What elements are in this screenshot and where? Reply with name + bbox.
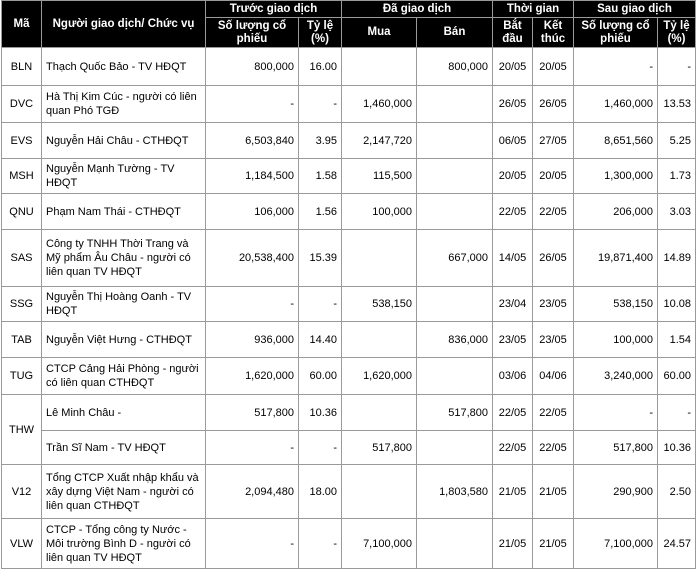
cell-ket-thuc: 21/05 (533, 519, 574, 569)
insider-trading-table (1, 0, 696, 569)
cell-ma: TUG (2, 358, 42, 395)
cell-truoc-tl: - (299, 287, 342, 322)
cell-ket-thuc: 26/05 (533, 230, 574, 287)
cell-truoc-tl: - (299, 519, 342, 569)
cell-sau-sl: 1,300,000 (574, 159, 658, 194)
cell-bat-dau: 03/06 (493, 358, 533, 395)
cell-mua (342, 48, 417, 86)
cell-truoc-sl: 20,538,400 (206, 230, 299, 287)
cell-bat-dau: 26/05 (493, 86, 533, 123)
table-row (2, 395, 696, 431)
cell-nguoi: Nguyễn Việt Hưng - CTHĐQT (42, 322, 206, 358)
cell-nguoi: CTCP Cảng Hải Phòng - người có liên quan CTHĐQT (42, 358, 206, 395)
cell-mua (342, 465, 417, 519)
cell-truoc-tl: - (299, 431, 342, 465)
cell-ket-thuc: 21/05 (533, 465, 574, 519)
cell-truoc-sl: - (206, 431, 299, 465)
cell-sau-sl: 290,900 (574, 465, 658, 519)
cell-ma: QNU (2, 194, 42, 230)
cell-ket-thuc: 04/06 (533, 358, 574, 395)
cell-sau-tl: 3.03 (658, 194, 696, 230)
header-ban: Bán (417, 18, 493, 48)
header-truoc-tyle: Tỷ lệ (%) (299, 18, 342, 48)
header-da: Đã giao dịch (342, 1, 493, 18)
table-row (2, 465, 696, 519)
cell-bat-dau: 22/05 (493, 395, 533, 431)
cell-truoc-sl: - (206, 287, 299, 322)
cell-bat-dau: 22/05 (493, 194, 533, 230)
cell-ban: 836,000 (417, 322, 493, 358)
table-row (2, 322, 696, 358)
cell-sau-sl: 1,460,000 (574, 86, 658, 123)
cell-nguoi: Nguyễn Mạnh Tường - TV HĐQT (42, 159, 206, 194)
cell-truoc-sl: 800,000 (206, 48, 299, 86)
header-mua: Mua (342, 18, 417, 48)
table-row (2, 230, 696, 287)
cell-mua: 1,460,000 (342, 86, 417, 123)
cell-mua: 7,100,000 (342, 519, 417, 569)
table-row (2, 358, 696, 395)
cell-ket-thuc: 20/05 (533, 159, 574, 194)
cell-truoc-tl: 1.56 (299, 194, 342, 230)
cell-truoc-tl: 60.00 (299, 358, 342, 395)
cell-nguoi: Công ty TNHH Thời Trang và Mỹ phẩm Âu Châu - người có liên quan TV HĐQT (42, 230, 206, 287)
table-row (2, 431, 696, 465)
cell-ma: EVS (2, 123, 42, 159)
cell-truoc-sl: 1,184,500 (206, 159, 299, 194)
cell-bat-dau: 22/05 (493, 431, 533, 465)
cell-bat-dau: 21/05 (493, 465, 533, 519)
cell-sau-tl: 10.08 (658, 287, 696, 322)
header-batdau: Bắt đầu (493, 18, 533, 48)
cell-mua: 100,000 (342, 194, 417, 230)
cell-ban (417, 123, 493, 159)
cell-sau-sl: 517,800 (574, 431, 658, 465)
cell-nguoi: Trần Sĩ Nam - TV HĐQT (42, 431, 206, 465)
cell-sau-sl: 3,240,000 (574, 358, 658, 395)
cell-truoc-tl: 15.39 (299, 230, 342, 287)
cell-sau-sl: 538,150 (574, 287, 658, 322)
cell-ban: 667,000 (417, 230, 493, 287)
cell-sau-sl: - (574, 395, 658, 431)
cell-truoc-sl: 1,620,000 (206, 358, 299, 395)
cell-ma: V12 (2, 465, 42, 519)
table-row (2, 194, 696, 230)
cell-ket-thuc: 26/05 (533, 86, 574, 123)
cell-ban: 800,000 (417, 48, 493, 86)
cell-ban (417, 358, 493, 395)
cell-ket-thuc: 22/05 (533, 395, 574, 431)
cell-bat-dau: 21/05 (493, 519, 533, 569)
header-ketthuc: Kết thúc (533, 18, 574, 48)
cell-sau-sl: 19,871,400 (574, 230, 658, 287)
table-body (2, 48, 696, 569)
cell-mua: 2,147,720 (342, 123, 417, 159)
cell-truoc-sl: 2,094,480 (206, 465, 299, 519)
cell-mua: 1,620,000 (342, 358, 417, 395)
cell-bat-dau: 20/05 (493, 159, 533, 194)
cell-ban (417, 86, 493, 123)
cell-truoc-sl: - (206, 519, 299, 569)
cell-truoc-sl: 6,503,840 (206, 123, 299, 159)
cell-truoc-tl: 1.58 (299, 159, 342, 194)
cell-ket-thuc: 23/05 (533, 287, 574, 322)
cell-sau-sl: - (574, 48, 658, 86)
cell-ma: THW (2, 395, 42, 465)
header-nguoi: Người giao dịch/ Chức vụ (42, 1, 206, 48)
cell-sau-tl: 10.36 (658, 431, 696, 465)
table-row (2, 123, 696, 159)
cell-truoc-sl: - (206, 86, 299, 123)
cell-mua (342, 395, 417, 431)
cell-sau-tl: 60.00 (658, 358, 696, 395)
cell-sau-tl: - (658, 395, 696, 431)
header-truoc-soluong: Số lượng cổ phiếu (206, 18, 299, 48)
cell-ban: 517,800 (417, 395, 493, 431)
cell-sau-tl: - (658, 48, 696, 86)
cell-ma: BLN (2, 48, 42, 86)
cell-bat-dau: 20/05 (493, 48, 533, 86)
header-ma: Mã (2, 1, 42, 48)
cell-ban (417, 287, 493, 322)
cell-truoc-sl: 936,000 (206, 322, 299, 358)
header-thoigian: Thời gian (493, 1, 574, 18)
table-row (2, 48, 696, 86)
cell-mua (342, 230, 417, 287)
cell-ban (417, 194, 493, 230)
cell-bat-dau: 23/05 (493, 322, 533, 358)
cell-mua (342, 322, 417, 358)
header-sau: Sau giao dịch (574, 1, 696, 18)
cell-truoc-tl: 16.00 (299, 48, 342, 86)
cell-nguoi: Phạm Nam Thái - CTHĐQT (42, 194, 206, 230)
table-row (2, 159, 696, 194)
cell-sau-tl: 14.89 (658, 230, 696, 287)
cell-nguoi: Hà Thị Kim Cúc - người có liên quan Phó TGĐ (42, 86, 206, 123)
cell-ket-thuc: 22/05 (533, 431, 574, 465)
cell-truoc-tl: - (299, 86, 342, 123)
cell-bat-dau: 14/05 (493, 230, 533, 287)
cell-truoc-tl: 14.40 (299, 322, 342, 358)
cell-ket-thuc: 20/05 (533, 48, 574, 86)
table-header (2, 1, 696, 48)
cell-sau-tl: 13.53 (658, 86, 696, 123)
cell-ma: SAS (2, 230, 42, 287)
cell-nguoi: Nguyễn Hải Châu - CTHĐQT (42, 123, 206, 159)
cell-mua: 538,150 (342, 287, 417, 322)
cell-nguoi: Thạch Quốc Bảo - TV HĐQT (42, 48, 206, 86)
cell-ket-thuc: 22/05 (533, 194, 574, 230)
cell-ban (417, 159, 493, 194)
cell-sau-tl: 1.54 (658, 322, 696, 358)
header-sau-tyle: Tỷ lệ (%) (658, 18, 696, 48)
cell-sau-tl: 2.50 (658, 465, 696, 519)
cell-ban (417, 431, 493, 465)
cell-nguoi: CTCP - Tổng công ty Nước - Môi trường Bình D - người có liên quan TV HĐQT (42, 519, 206, 569)
cell-sau-tl: 24.57 (658, 519, 696, 569)
cell-mua: 517,800 (342, 431, 417, 465)
cell-nguoi: Tổng CTCP Xuất nhập khẩu và xây dựng Việt Nam - người có liên quan CTHĐQT (42, 465, 206, 519)
cell-sau-tl: 1.73 (658, 159, 696, 194)
table-row (2, 519, 696, 569)
cell-sau-sl: 7,100,000 (574, 519, 658, 569)
header-truoc: Trước giao dịch (206, 1, 342, 18)
header-sau-soluong: Số lượng cổ phiếu (574, 18, 658, 48)
cell-truoc-sl: 106,000 (206, 194, 299, 230)
cell-mua: 115,500 (342, 159, 417, 194)
cell-bat-dau: 06/05 (493, 123, 533, 159)
cell-truoc-tl: 3.95 (299, 123, 342, 159)
cell-bat-dau: 23/04 (493, 287, 533, 322)
cell-sau-sl: 8,651,560 (574, 123, 658, 159)
cell-ma: VLW (2, 519, 42, 569)
cell-ma: DVC (2, 86, 42, 123)
cell-sau-sl: 206,000 (574, 194, 658, 230)
table-row (2, 287, 696, 322)
cell-ma: SSG (2, 287, 42, 322)
cell-nguoi: Nguyễn Thị Hoàng Oanh - TV HĐQT (42, 287, 206, 322)
cell-truoc-tl: 10.36 (299, 395, 342, 431)
cell-ban: 1,803,580 (417, 465, 493, 519)
cell-ma: TAB (2, 322, 42, 358)
cell-truoc-sl: 517,800 (206, 395, 299, 431)
table-row (2, 86, 696, 123)
cell-sau-tl: 5.25 (658, 123, 696, 159)
cell-nguoi: Lê Minh Châu - (42, 395, 206, 431)
cell-ket-thuc: 27/05 (533, 123, 574, 159)
cell-ket-thuc: 23/05 (533, 322, 574, 358)
cell-sau-sl: 100,000 (574, 322, 658, 358)
cell-ma: MSH (2, 159, 42, 194)
cell-truoc-tl: 18.00 (299, 465, 342, 519)
cell-ban (417, 519, 493, 569)
